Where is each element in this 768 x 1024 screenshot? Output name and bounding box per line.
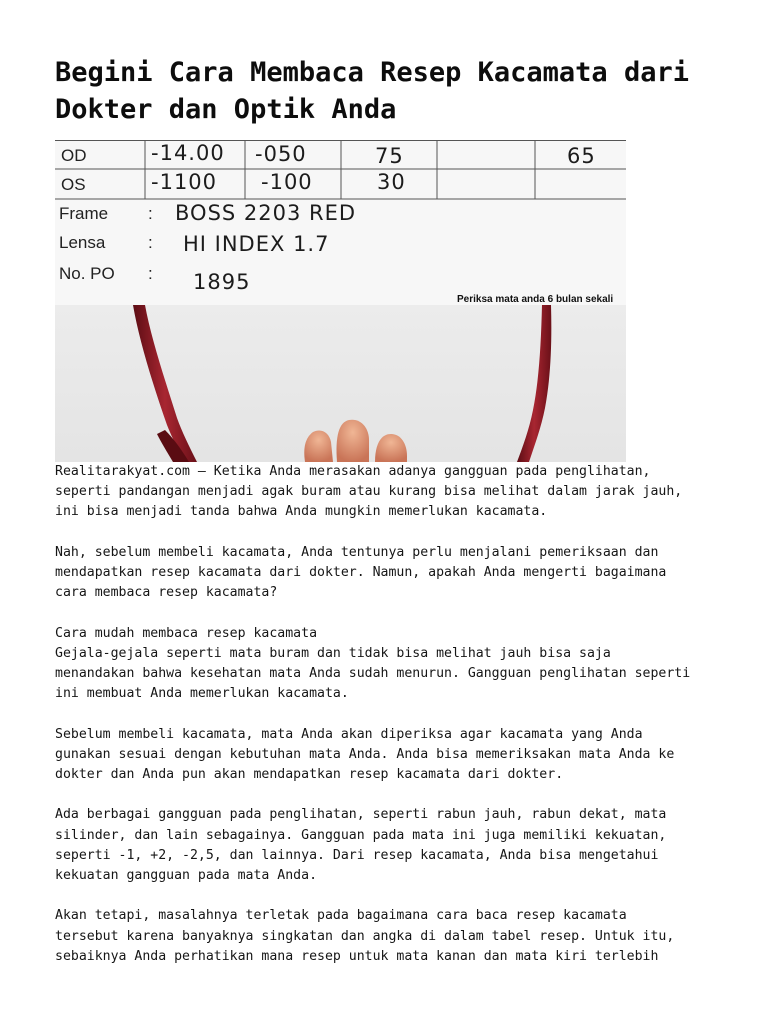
hero-photo-canvas bbox=[55, 140, 626, 462]
rx-os-axis: 30 bbox=[377, 170, 406, 194]
rx-field-label-lensa: Lensa bbox=[59, 233, 106, 252]
article-paragraph: Realitarakyat.com – Ketika Anda merasakan adanya gangguan pada penglihatan, seperti pandangan menjadi agak buram atau kurang bisa melihat dalam jarak jauh, ini bisa menjadi tanda bahwa Anda mungkin memerlukan kacamata. bbox=[55, 464, 683, 520]
rx-row-label-os: OS bbox=[61, 175, 86, 194]
rx-od-pd: 65 bbox=[567, 144, 596, 168]
rx-os-sph: -1100 bbox=[151, 170, 218, 194]
rx-field-sep-frame: : bbox=[148, 204, 153, 223]
rx-od-sph: -14.00 bbox=[151, 141, 225, 165]
rx-row-label-od: OD bbox=[61, 146, 87, 165]
rx-field-sep-po: : bbox=[148, 264, 153, 283]
article-paragraph: Akan tetapi, masalahnya terletak pada bagaimana cara baca resep kacamata tersebut karena banyaknya singkatan dan angka di dalam tabel resep. Untuk itu, sebaiknya Anda perhatikan mana resep untuk mata kanan dan mata kiri terlebih bbox=[55, 908, 675, 964]
rx-os-cyl: -100 bbox=[261, 170, 313, 194]
rx-field-label-po: No. PO bbox=[59, 264, 115, 283]
rx-field-value-po: 1895 bbox=[193, 270, 251, 294]
article-paragraph: Ada berbagai gangguan pada penglihatan, seperti rabun jauh, rabun dekat, mata silinder, dan lain sebagainya. Gangguan pada mata ini juga memiliki kekuatan, seperti -1, +2, -2,5, dan lainnya. Dari resep kacamata, Anda bisa mengetahui kekuatan gangguan pada mata Anda. bbox=[55, 807, 667, 883]
rx-od-cyl: -050 bbox=[255, 142, 307, 166]
article-paragraph: Sebelum membeli kacamata, mata Anda akan diperiksa agar kacamata yang Anda gunakan sesuai dengan kebutuhan mata Anda. Anda bisa memeriksakan mata Anda ke dokter dan Anda pun akan mendapatkan resep kacamata dari dokter. bbox=[55, 726, 675, 782]
hero-photo bbox=[55, 140, 626, 462]
rx-field-label-frame: Frame bbox=[59, 204, 109, 223]
rx-field-value-frame: BOSS 2203 RED bbox=[175, 201, 357, 225]
prescription-card bbox=[55, 140, 626, 305]
rx-field-value-lensa: HI INDEX 1.7 bbox=[183, 232, 330, 256]
article-body bbox=[55, 462, 735, 987]
article-paragraph: Nah, sebelum membeli kacamata, Anda tentunya perlu menjalani pemeriksaan dan mendapatkan resep kacamata dari dokter. Namun, apakah Anda mengerti bagaimana cara membaca resep kacamata? bbox=[55, 544, 667, 601]
article-paragraph: Cara mudah membaca resep kacamata Gejala-gejala seperti mata buram dan tidak bisa melihat jauh bisa saja menandakan bahwa kesehatan mata Anda sudah menurun. Gangguan penglihatan seperti ini membuat Anda memerlukan kacamata. bbox=[55, 625, 691, 702]
rx-note: Periksa mata anda 6 bulan sekali bbox=[457, 294, 614, 305]
rx-od-axis: 75 bbox=[375, 144, 404, 168]
rx-field-sep-lensa: : bbox=[148, 233, 153, 252]
article-title: Begini Cara Membaca Resep Kacamata dari Dokter dan Optik Anda bbox=[55, 57, 689, 125]
